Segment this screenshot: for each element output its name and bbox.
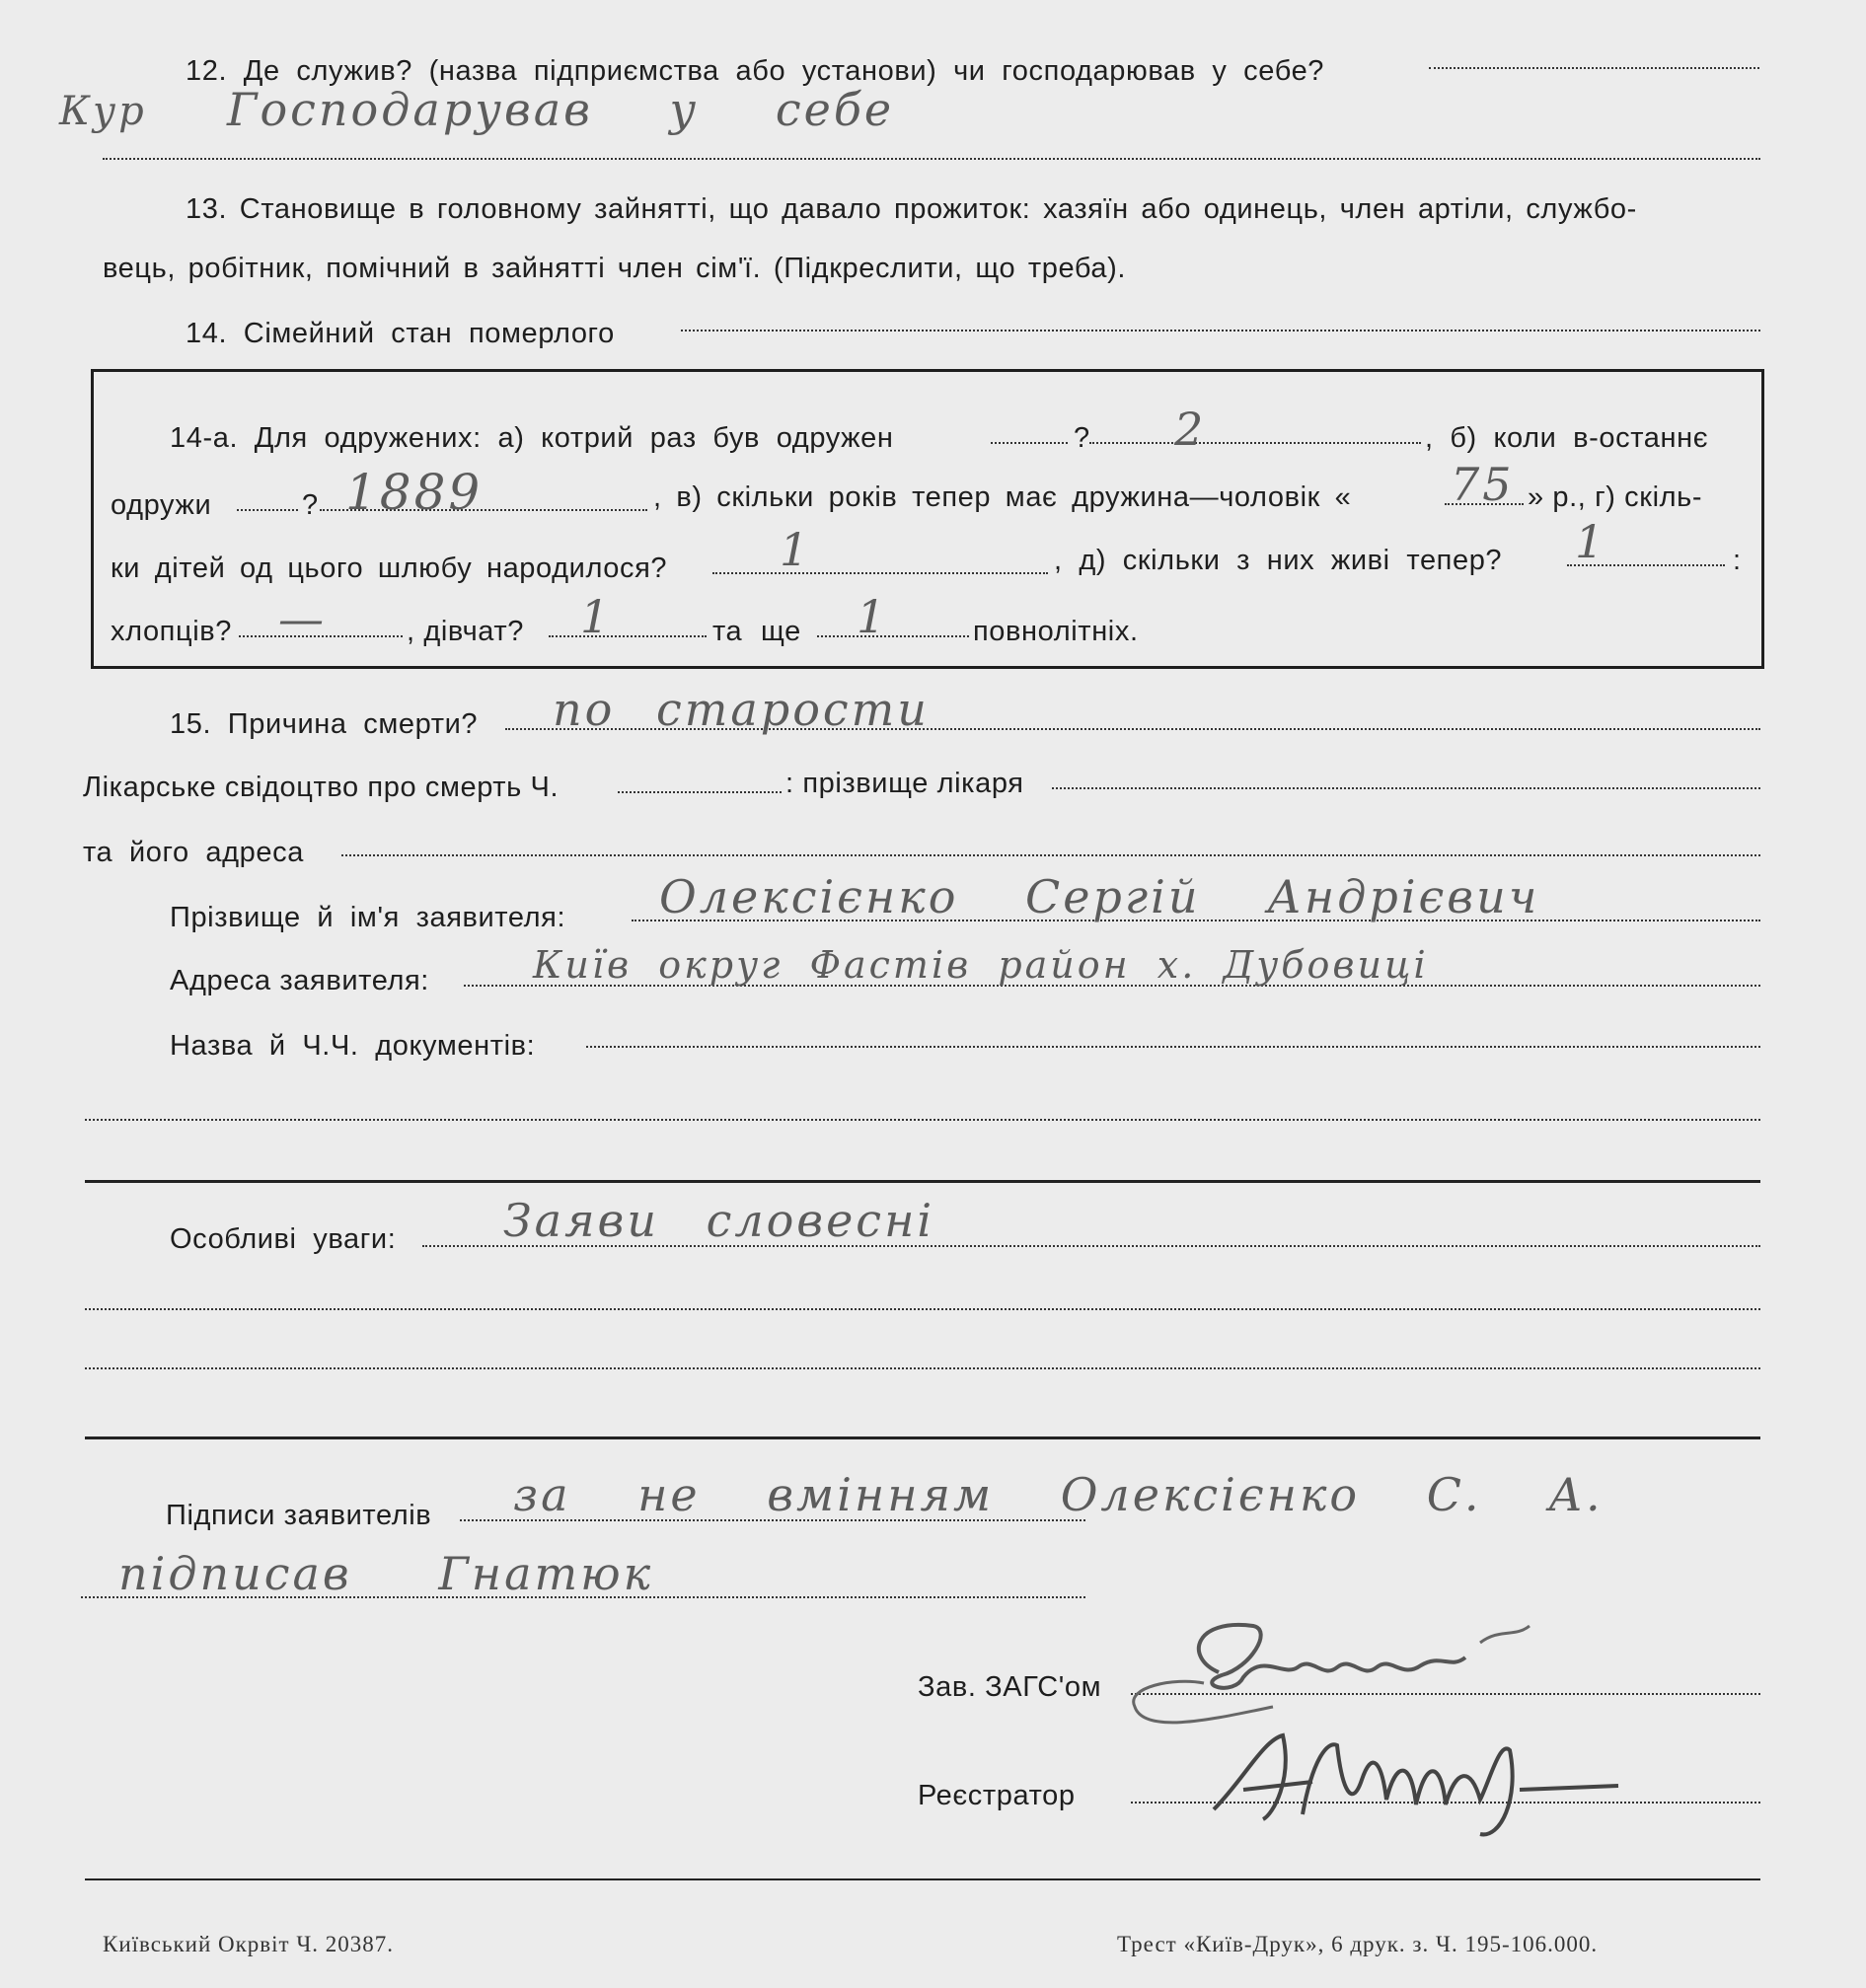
q14a-answer-year: 1889 xyxy=(345,464,484,521)
special-notes-extra-line-3 xyxy=(85,1436,1760,1439)
applicant-address-value: Київ округ Фастів район х. Дубовиці xyxy=(533,943,1429,987)
q13-line-1: 13. Становище в головному зайнятті, що давало прожиток: хазяїн або одинець, член артіли, службо- xyxy=(186,193,1637,225)
documents-extra-line-1 xyxy=(85,1119,1760,1121)
q14a-line-4-text-c: та ще xyxy=(712,616,801,647)
special-notes-label: Особливі уваги: xyxy=(170,1223,397,1255)
q14a-line-1-text-b: , б) коли в-останнє xyxy=(1425,422,1709,454)
q14a-line-2-text-b: , в) скільки років тепер має дружина—чоловік « xyxy=(653,481,1352,513)
q14a-line-4-text: хлопців? xyxy=(111,616,232,647)
q14a-line-4-text-d: повнолітніх. xyxy=(973,616,1139,647)
q14a-line-1-text: 14-а. Для одружених: а) котрий раз був одружен xyxy=(170,422,894,454)
applicant-signatures-label: Підписи заявителів xyxy=(166,1500,432,1531)
registrar-label: Реєстратор xyxy=(918,1780,1076,1811)
q14a-line-4-text-b: , дівчат? xyxy=(407,616,524,647)
doctor-address-label: та його адреса xyxy=(83,837,304,868)
q12-label: 12. Де служив? (назва підприємства або установи) чи господарював у себе? xyxy=(186,55,1325,87)
q14a-line-4-dots-b xyxy=(549,635,707,637)
q12-answer: Господарував у себе xyxy=(227,83,895,136)
q14a-line-1-dots-b xyxy=(1089,442,1421,444)
doctor-name-line xyxy=(1052,787,1760,789)
doctor-address-line xyxy=(341,854,1760,856)
q14-label: 14. Сімейний стан померлого xyxy=(186,318,615,349)
q14a-line-3-text-b: , д) скільки з них живі тепер? xyxy=(1054,545,1503,576)
q14a-answer-children-born: 1 xyxy=(780,523,812,576)
applicant-name-value: Олексієнко Сергій Андрієвич xyxy=(659,870,1540,923)
q13-line-2: вець, робітник, помічний в зайнятті член сім'ї. (Підкреслити, що треба). xyxy=(103,253,1127,284)
special-notes-extra-line-2 xyxy=(85,1367,1760,1369)
q14a-line-2-dots-c xyxy=(1445,503,1524,505)
applicant-name-label: Прізвище й ім'я заявителя: xyxy=(170,902,566,933)
q15-answer: по старости xyxy=(553,683,930,736)
special-notes-value: Заяви словесні xyxy=(503,1194,935,1247)
medical-certificate-number-line xyxy=(618,791,782,793)
footer-right-imprint: Трест «Київ-Друк», 6 друк. з. Ч. 195-106.000. xyxy=(1117,1932,1599,1956)
applicant-documents-label: Назва й Ч.Ч. документів: xyxy=(170,1030,536,1062)
applicant-signature-line-2: підписав Гнатюк xyxy=(118,1547,654,1600)
doctor-name-label: : прізвище лікаря xyxy=(785,768,1024,799)
medical-certificate-label: Лікарське свідоцтво про смерть Ч. xyxy=(83,772,560,803)
q14a-line-4-dots-c xyxy=(817,635,969,637)
q14a-line-1-qmark: ? xyxy=(1074,422,1090,454)
q14a-line-3-text: ки дітей од цього шлюбу народилося? xyxy=(111,552,668,584)
q12-dotted-line xyxy=(1429,67,1759,69)
q14a-line-3-dots-a xyxy=(712,572,1048,574)
q14a-line-2-dots-a xyxy=(237,509,298,511)
q14-answer-line xyxy=(681,330,1760,331)
q12-margin-note: Кур xyxy=(59,89,147,134)
documents-extra-line-2 xyxy=(85,1180,1760,1183)
applicant-signatures-line-2 xyxy=(81,1596,1085,1598)
applicant-signature-line-1: за не вмінням Олексієнко С. А. xyxy=(513,1468,1604,1521)
q14a-answer-children-alive: 1 xyxy=(1575,515,1607,568)
q14a-answer-spouse-age: 75 xyxy=(1451,458,1515,511)
q14a-line-2-text-c: » р., г) скіль- xyxy=(1528,481,1703,513)
q14a-line-3-colon: : xyxy=(1733,545,1742,576)
q14a-married-box xyxy=(91,369,1764,669)
applicant-documents-line xyxy=(586,1046,1760,1048)
registrar-signature xyxy=(1204,1721,1638,1849)
q14a-answer-boys: — xyxy=(278,592,327,645)
registry-head-label: Зав. ЗАГС'ом xyxy=(918,1671,1102,1703)
q14a-answer-times: 2 xyxy=(1174,403,1207,456)
q12-answer-line xyxy=(103,158,1760,160)
q14a-line-1-dots-a xyxy=(991,442,1068,444)
special-notes-extra-line-1 xyxy=(85,1308,1760,1310)
q14a-line-2-text: одружи xyxy=(111,489,212,521)
q14a-answer-more: 1 xyxy=(857,590,889,643)
q15-label: 15. Причина смерти? xyxy=(170,708,479,740)
q14a-answer-girls: 1 xyxy=(580,590,613,643)
q14a-line-2-qmark: ? xyxy=(302,489,319,521)
footer-left-imprint: Київський Окрвіт Ч. 20387. xyxy=(103,1932,395,1956)
applicant-address-label: Адреса заявителя: xyxy=(170,965,429,996)
footer-rule xyxy=(85,1878,1760,1880)
